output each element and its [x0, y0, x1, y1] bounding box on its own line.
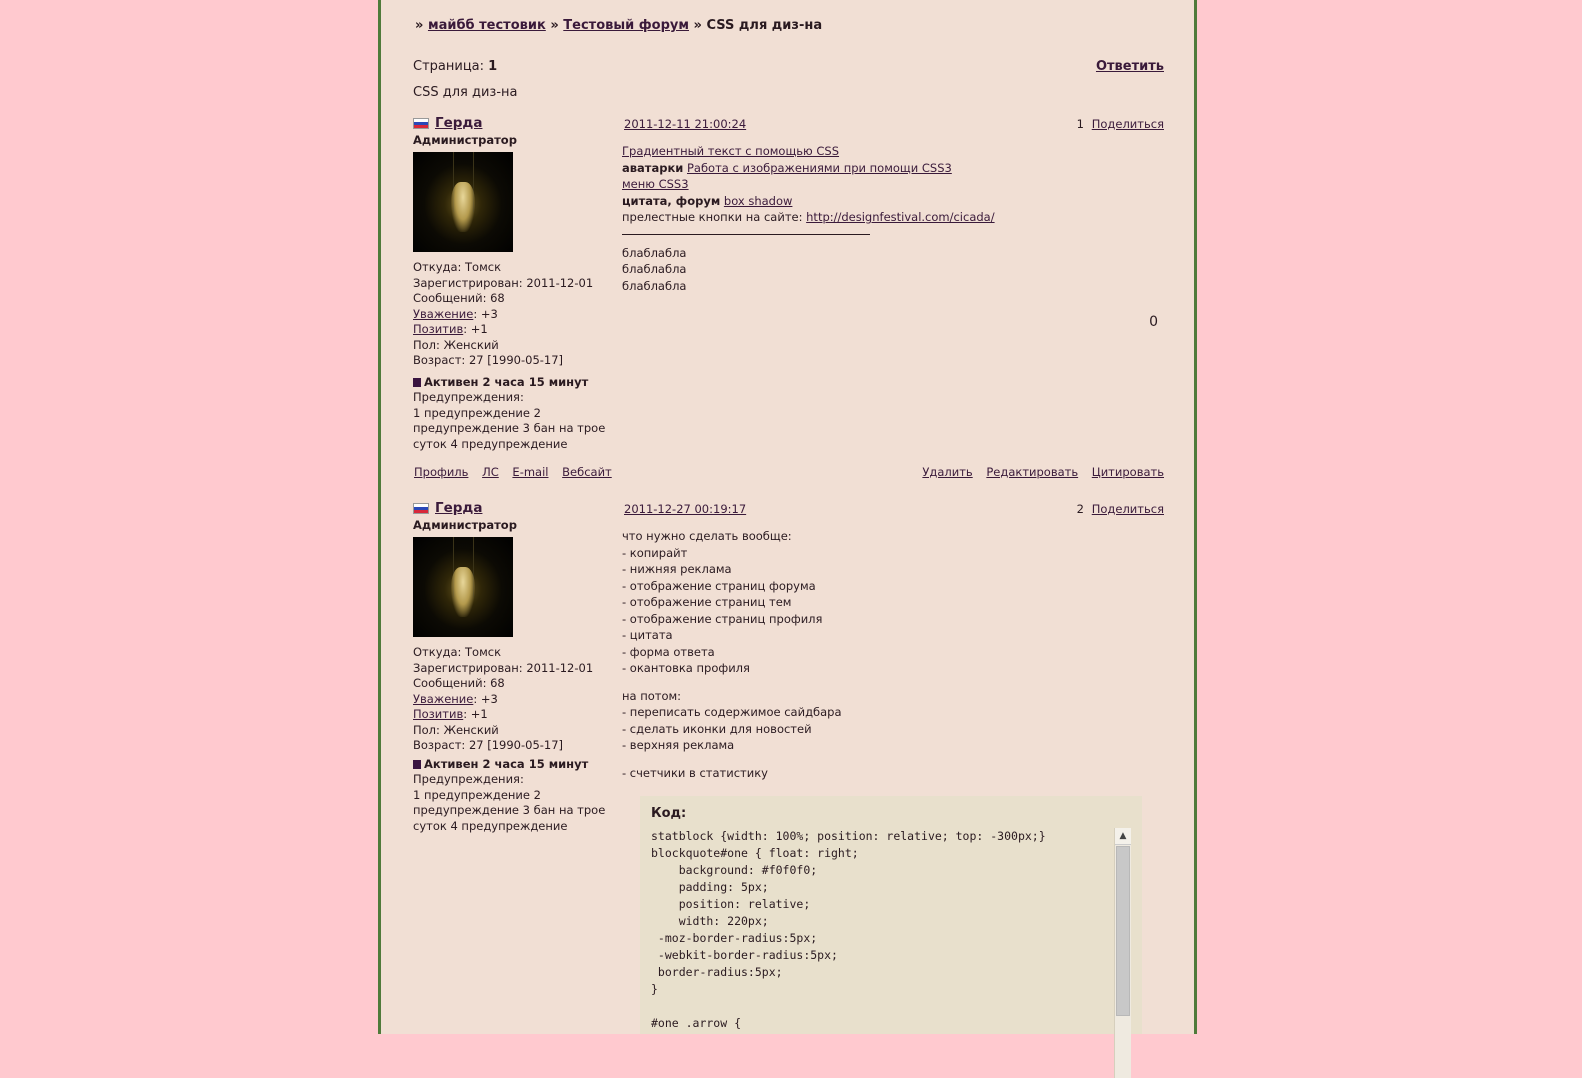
code-title: Код: [651, 806, 687, 821]
post-header [622, 501, 1164, 525]
online-text: Активен 2 часа 15 минут [424, 756, 589, 771]
positive-link[interactable]: Позитив [413, 322, 464, 336]
stats-item: - счетчики в статистику [622, 765, 768, 780]
author-name-row [413, 116, 613, 132]
respect-value: : +3 [473, 691, 498, 706]
online-status [413, 375, 613, 391]
profile-link[interactable]: Профиль [414, 465, 469, 479]
code-block [640, 796, 1142, 1034]
content-text: прелестные кнопки на сайте: [622, 210, 803, 224]
breadcrumb-forum-root[interactable]: майбб тестовик [427, 18, 546, 33]
online-square-icon [413, 378, 421, 387]
breadcrumb-separator: » [415, 18, 424, 33]
author-respect [413, 307, 613, 323]
author-rank: Администратор [413, 132, 517, 147]
respect-link[interactable]: Уважение [413, 691, 474, 706]
scroll-thumb[interactable] [1116, 846, 1130, 1016]
code-text: statblock {width: 100%; position: relative; top: -300px;} blockquote#one { float: right; background: #f0f0f0; padding: 5px; position: relative; width: 220px; -moz-border-radius:5px; -webkit-border-radius:5px; border-radius:5px; } #one .arrow { [651, 829, 1046, 1030]
email-link[interactable]: E-mail [512, 465, 549, 479]
positive-link[interactable]: Позитив [413, 707, 464, 721]
author-registered: Зарегистрирован: 2011-12-01 [413, 660, 594, 675]
post-number: 2 [1076, 502, 1084, 516]
content-bold: цитата, форум [622, 193, 721, 208]
author-messages: Сообщений: 68 [413, 291, 505, 305]
signature-divider [622, 234, 870, 235]
todo-item: - копирайт [622, 545, 688, 560]
signature-line: блаблабла [622, 262, 687, 276]
avatar [413, 537, 513, 637]
forum-main-panel [378, 0, 1197, 1034]
post-author-panel [413, 116, 613, 452]
warnings-label: Предупреждения: [413, 390, 524, 404]
russia-flag-icon [413, 118, 429, 129]
author-actions [414, 465, 622, 479]
author-gender: Пол: Женский [413, 722, 499, 737]
online-square-icon [413, 760, 421, 769]
later-item: - верхняя реклама [622, 738, 735, 752]
warnings-label: Предупреждения: [413, 772, 524, 786]
post-actions [922, 465, 1164, 479]
avatar-figure [451, 567, 475, 617]
delete-link[interactable]: Удалить [922, 465, 973, 479]
post [413, 501, 1164, 1034]
post-reputation: 0 [1149, 314, 1158, 330]
code-scrollbar[interactable] [1114, 828, 1131, 1078]
pagination-current: 1 [488, 59, 498, 74]
post-number: 1 [1076, 117, 1084, 131]
signature-line: блаблабла [622, 245, 687, 260]
author-age: Возраст: 27 [1990-05-17] [413, 353, 564, 367]
todo-item: - цитата [622, 628, 673, 642]
website-link[interactable]: Вебсайт [562, 465, 612, 479]
positive-value: : +1 [463, 707, 488, 721]
author-name-link[interactable]: Герда [435, 500, 483, 516]
later-item: - переписать содержимое сайдбара [622, 705, 842, 719]
content-link[interactable]: Градиентный текст с помощью CSS [622, 144, 840, 158]
todo-item: - отображение страниц профиля [622, 611, 823, 626]
todo-item: - отображение страниц форума [622, 578, 816, 593]
online-text: Активен 2 часа 15 минут [424, 374, 589, 389]
positive-value: : +1 [463, 322, 488, 336]
post-content [622, 528, 1164, 781]
respect-value: : +3 [473, 306, 498, 321]
author-messages: Сообщений: 68 [413, 676, 505, 690]
post-footer [413, 465, 1164, 483]
warnings-text: 1 предупреждение 2 предупреждение 3 бан на трое суток 4 предупреждение [413, 787, 606, 833]
avatar-figure [451, 182, 475, 232]
author-registered: Зарегистрирован: 2011-12-01 [413, 275, 594, 290]
post-date-link[interactable]: 2011-12-11 21:00:24 [624, 117, 747, 131]
author-age: Возраст: 27 [1990-05-17] [413, 738, 564, 752]
post-body [622, 501, 1164, 781]
post-date-link[interactable]: 2011-12-27 00:19:17 [624, 502, 747, 516]
author-positive [413, 322, 613, 338]
breadcrumb-forum[interactable]: Тестовый форум [563, 18, 689, 33]
author-from: Откуда: Томск [413, 645, 502, 659]
avatar [413, 152, 513, 252]
content-link[interactable]: меню CSS3 [622, 177, 689, 191]
post-header [622, 116, 1164, 140]
post [413, 115, 1164, 479]
todo-item: - окантовка профиля [622, 661, 750, 675]
content-url-link[interactable]: http://designfestival.com/cicada/ [806, 210, 995, 224]
post-body [622, 116, 1164, 330]
author-from: Откуда: Томск [413, 260, 502, 274]
author-respect [413, 692, 613, 708]
content-link[interactable]: Работа с изображениями при помощи CSS3 [686, 160, 952, 175]
warnings-text: 1 предупреждение 2 предупреждение 3 бан на трое суток 4 предупреждение [413, 405, 606, 451]
later-title: на потом: [622, 688, 682, 703]
pm-link[interactable]: ЛС [482, 465, 499, 479]
respect-link[interactable]: Уважение [413, 306, 474, 321]
todo-title: что нужно сделать вообще: [622, 529, 792, 543]
author-name-row [413, 501, 613, 517]
author-positive [413, 707, 613, 723]
russia-flag-icon [413, 503, 429, 514]
content-link[interactable]: box shadow [723, 193, 793, 208]
breadcrumb [415, 18, 822, 33]
author-name-link[interactable]: Герда [435, 115, 483, 131]
todo-item: - форма ответа [622, 644, 715, 659]
pagination [413, 59, 497, 74]
scroll-up-arrow-icon[interactable]: ▲ [1115, 828, 1131, 845]
breadcrumb-separator: » [550, 18, 559, 33]
share-link[interactable]: Поделиться [1091, 117, 1164, 131]
edit-link[interactable]: Редактировать [986, 465, 1079, 479]
todo-item: - нижняя реклама [622, 562, 732, 576]
breadcrumb-topic: CSS для диз-на [706, 18, 823, 33]
author-gender: Пол: Женский [413, 337, 499, 352]
post-content [622, 143, 1164, 294]
pagination-label: Страница: [413, 59, 485, 74]
signature-line: блаблабла [622, 278, 687, 293]
content-bold: аватарки [622, 160, 684, 175]
code-area[interactable] [651, 828, 1131, 1078]
author-rank: Администратор [413, 517, 517, 532]
post-author-panel [413, 501, 613, 834]
quote-link[interactable]: Цитировать [1091, 465, 1164, 479]
reply-link[interactable]: Ответить [1095, 59, 1164, 74]
topic-title: CSS для диз-на [413, 85, 518, 100]
share-link[interactable]: Поделиться [1091, 502, 1164, 516]
todo-item: - отображение страниц тем [622, 595, 792, 609]
online-status [413, 757, 613, 773]
breadcrumb-separator: » [693, 18, 702, 33]
later-item: - сделать иконки для новостей [622, 721, 812, 736]
